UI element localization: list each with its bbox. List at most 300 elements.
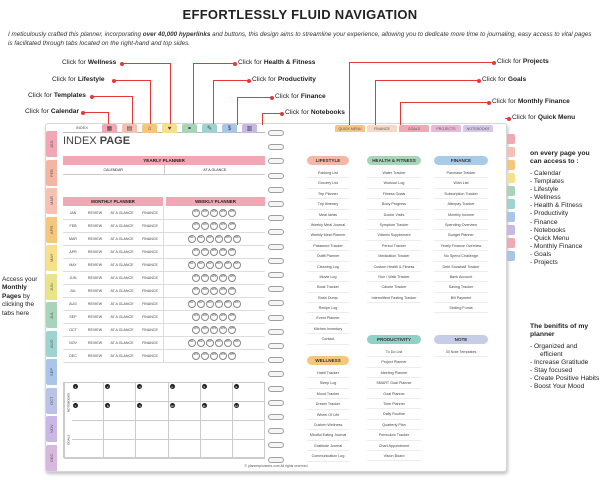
- week-button[interactable]: W3: [210, 222, 218, 230]
- week-button[interactable]: W3: [210, 274, 218, 282]
- benefit-item: - Organized and efficient: [530, 342, 578, 359]
- index-link[interactable]: Outfit Planner: [307, 251, 349, 261]
- goal-cell[interactable]: [169, 440, 201, 459]
- productivity-tab[interactable]: [202, 124, 217, 133]
- month-link[interactable]: MAY: [69, 263, 77, 267]
- index-link[interactable]: Calorie Tracker: [367, 282, 421, 292]
- week-button[interactable]: W3: [210, 248, 218, 256]
- index-link[interactable]: Goal Planner: [367, 389, 421, 399]
- review-link[interactable]: REVIEW: [87, 224, 103, 228]
- week-button[interactable]: W1: [192, 222, 200, 230]
- index-link[interactable]: 30 Note Templates: [434, 347, 488, 357]
- goal-cell[interactable]: [136, 440, 168, 459]
- month-row: [63, 220, 265, 233]
- index-link[interactable]: Budget Planner: [434, 230, 488, 240]
- binder-ring: [268, 215, 284, 221]
- index-link[interactable]: Intermittent Fasting Tracker: [367, 293, 421, 303]
- finance-link[interactable]: FINANCE: [142, 211, 158, 215]
- lifestyle-tab[interactable]: [142, 124, 157, 133]
- goal-cell[interactable]: [201, 440, 233, 459]
- week-button[interactable]: W5: [228, 352, 236, 360]
- index-link[interactable]: Custom Wellness: [307, 420, 349, 430]
- side-tab-5[interactable]: [507, 186, 515, 196]
- binder-ring: [268, 457, 284, 463]
- review-link[interactable]: REVIEW: [87, 354, 103, 358]
- notebooks-label: NOTEBOOKS: [64, 383, 72, 421]
- month-tab-may[interactable]: MAY: [46, 245, 57, 271]
- callout-quick-menu: Click for Quick Menu: [512, 114, 576, 121]
- week-button[interactable]: W3: [206, 261, 214, 269]
- header-description: I meticulously crafted this planner, incorporating over 40,000 hyperlinks and buttons, this design aims to streamline your experience, allowing you to dedicate more time to journaling, easy access to vital pages is facilitated through tabs located on the right-hand and top sides.: [8, 31, 592, 47]
- week-button[interactable]: W3: [210, 326, 218, 334]
- finance-link[interactable]: FINANCE: [142, 289, 158, 293]
- month-tab-jan[interactable]: JAN: [46, 131, 57, 157]
- week-button[interactable]: W1: [192, 274, 200, 282]
- index-link[interactable]: Book Tracker: [307, 282, 349, 292]
- index-link[interactable]: Mindful Eating Journal: [307, 430, 349, 440]
- notebook-cell[interactable]: [104, 402, 136, 421]
- notebook-cell[interactable]: [104, 383, 136, 402]
- binder-ring: [268, 300, 284, 306]
- week-button[interactable]: W1: [188, 339, 196, 347]
- notebook-cell[interactable]: [72, 402, 104, 421]
- binder-ring: [268, 258, 284, 264]
- index-link[interactable]: Meal Ideas: [307, 210, 349, 220]
- goal-cell[interactable]: [233, 421, 265, 440]
- benefit-item: - Stay focused: [530, 367, 573, 375]
- week-button[interactable]: W4: [219, 287, 227, 295]
- week-button[interactable]: W4: [215, 300, 223, 308]
- finance-link[interactable]: FINANCE: [142, 302, 158, 306]
- month-link[interactable]: SEP: [69, 315, 77, 319]
- week-button[interactable]: W1: [192, 248, 200, 256]
- index-link[interactable]: Custom Health & Fitness: [367, 262, 421, 272]
- month-tab-oct[interactable]: OCT: [46, 388, 57, 414]
- at-a-glance-link[interactable]: AT A GLANCE: [110, 302, 134, 306]
- notebook-number: 5: [203, 384, 205, 389]
- monthly-planner-header: MONTHLY PLANNER: [63, 197, 163, 206]
- binder-ring: [268, 229, 284, 235]
- index-link[interactable]: Medication Tracker: [367, 251, 421, 261]
- at-a-glance-link[interactable]: AT A GLANCE: [203, 168, 227, 172]
- week-button[interactable]: W4: [219, 326, 227, 334]
- binder-ring: [268, 187, 284, 193]
- week-button[interactable]: W1: [188, 261, 196, 269]
- finance-icon: $: [227, 125, 232, 132]
- week-button[interactable]: W4: [219, 313, 227, 321]
- week-button[interactable]: W2: [197, 235, 205, 243]
- index-link[interactable]: Purchase Tracker: [434, 168, 488, 178]
- month-link[interactable]: DEC: [69, 354, 77, 358]
- index-link[interactable]: Dream Tracker: [307, 399, 349, 409]
- week-button[interactable]: W1: [192, 326, 200, 334]
- notebooks-tab[interactable]: [242, 124, 257, 133]
- finance-tab[interactable]: [222, 124, 237, 133]
- review-link[interactable]: REVIEW: [87, 263, 103, 267]
- week-button[interactable]: W4: [219, 209, 227, 217]
- index-link[interactable]: Bank Account: [434, 272, 488, 282]
- month-row: [63, 285, 265, 298]
- week-button[interactable]: W4: [219, 274, 227, 282]
- side-tab-3[interactable]: [507, 160, 515, 170]
- week-button[interactable]: W1: [192, 209, 200, 217]
- index-link[interactable]: Event Planner: [307, 313, 349, 323]
- index-link[interactable]: Meeting Planner: [367, 368, 421, 378]
- templates-tab[interactable]: [122, 124, 137, 133]
- review-link[interactable]: REVIEW: [87, 250, 103, 254]
- index-link[interactable]: Fitness Goals: [367, 189, 421, 199]
- index-link[interactable]: Mood Tracker: [307, 389, 349, 399]
- top-tab-notebooks[interactable]: NOTEBOOKS: [463, 125, 493, 132]
- month-link[interactable]: JUL: [69, 289, 77, 293]
- at-a-glance-link[interactable]: AT A GLANCE: [110, 263, 134, 267]
- side-tab-7[interactable]: [507, 212, 515, 222]
- month-tab-nov[interactable]: NOV: [46, 416, 57, 442]
- finance-link[interactable]: FINANCE: [142, 354, 158, 358]
- notebook-cell[interactable]: [201, 402, 233, 421]
- week-button[interactable]: W2: [197, 339, 205, 347]
- index-link[interactable]: Vision Board: [367, 451, 421, 461]
- index-link[interactable]: SMART Goal Planner: [367, 378, 421, 388]
- review-link[interactable]: REVIEW: [87, 289, 103, 293]
- week-button[interactable]: W2: [201, 274, 209, 282]
- week-button[interactable]: W4: [215, 235, 223, 243]
- week-button[interactable]: W5: [228, 326, 236, 334]
- finance-link[interactable]: FINANCE: [142, 263, 158, 267]
- productivity-icon: ✎: [206, 126, 213, 132]
- week-button[interactable]: W5: [228, 209, 236, 217]
- week-button[interactable]: W3: [206, 235, 214, 243]
- callout-wellness: Click for Wellness: [62, 59, 117, 66]
- index-link[interactable]: Habit Tracker: [307, 368, 349, 378]
- goal-cell[interactable]: [72, 440, 104, 459]
- month-row: [63, 350, 265, 363]
- month-tab-sep[interactable]: SEP: [46, 359, 57, 385]
- month-link[interactable]: OCT: [69, 328, 77, 332]
- index-link[interactable]: Kitchen Inventory: [307, 324, 349, 334]
- week-button[interactable]: W2: [201, 222, 209, 230]
- index-link[interactable]: Debt Snowball Tracker: [434, 262, 488, 272]
- index-link[interactable]: Grocery List: [307, 178, 349, 188]
- goal-cell[interactable]: [169, 421, 201, 440]
- index-link[interactable]: Quarterly Plan: [367, 420, 421, 430]
- callout-monthly-finance: Click for Monthly Finance: [492, 98, 570, 105]
- index-link[interactable]: Monthly Income: [434, 210, 488, 220]
- side-tab-1[interactable]: [507, 134, 515, 144]
- binder-ring: [268, 201, 284, 207]
- index-link[interactable]: Water Tracker: [367, 168, 421, 178]
- at-a-glance-link[interactable]: AT A GLANCE: [110, 315, 134, 319]
- review-link[interactable]: REVIEW: [87, 276, 103, 280]
- notebook-cell[interactable]: [169, 383, 201, 402]
- access-item: - Monthly Finance: [530, 242, 583, 250]
- binder-ring: [268, 173, 284, 179]
- week-button[interactable]: W2: [201, 248, 209, 256]
- index-link[interactable]: Weekly Meal Journal: [307, 220, 349, 230]
- access-item: - Notebooks: [530, 226, 566, 234]
- at-a-glance-link[interactable]: AT A GLANCE: [110, 289, 134, 293]
- top-tab-finance[interactable]: FINANCE: [367, 125, 397, 132]
- month-tab-jul[interactable]: JUL: [46, 302, 57, 328]
- index-title: INDEX PAGE: [63, 135, 131, 147]
- week-button[interactable]: W4: [219, 352, 227, 360]
- month-link[interactable]: MAR: [69, 237, 77, 241]
- finance-link[interactable]: FINANCE: [142, 276, 158, 280]
- week-button[interactable]: W1: [192, 287, 200, 295]
- index-link[interactable]: Bill Payment: [434, 293, 488, 303]
- month-tab-mar[interactable]: MAR: [46, 188, 57, 214]
- week-button[interactable]: W5: [224, 261, 232, 269]
- lifestyle-section-header[interactable]: LIFESTYLE: [307, 156, 349, 165]
- notebook-cell[interactable]: [233, 383, 265, 402]
- week-button[interactable]: W2: [197, 300, 205, 308]
- month-row: [63, 233, 265, 246]
- week-button[interactable]: W3: [206, 300, 214, 308]
- week-button[interactable]: W1: [188, 300, 196, 308]
- week-button[interactable]: W2: [201, 352, 209, 360]
- note-section-header[interactable]: NOTE: [434, 335, 488, 344]
- access-item: - Finance: [530, 218, 558, 226]
- index-link[interactable]: Symptom Tracker: [367, 220, 421, 230]
- goal-cell[interactable]: [136, 421, 168, 440]
- month-link[interactable]: NOV: [69, 341, 77, 345]
- index-link[interactable]: Spending Overview: [434, 220, 488, 230]
- week-button[interactable]: W6: [233, 300, 241, 308]
- week-button[interactable]: W4: [219, 222, 227, 230]
- week-button[interactable]: W5: [228, 287, 236, 295]
- week-button[interactable]: W3: [206, 339, 214, 347]
- benefit-item: - Increase Gratitude: [530, 359, 589, 367]
- notebook-cell[interactable]: [201, 383, 233, 402]
- week-button[interactable]: W2: [201, 287, 209, 295]
- health-fitness-tab[interactable]: [182, 124, 197, 133]
- at-a-glance-link[interactable]: AT A GLANCE: [110, 276, 134, 280]
- index-link[interactable]: To Do List: [367, 347, 421, 357]
- week-button[interactable]: W5: [228, 248, 236, 256]
- index-link[interactable]: Doctor Visits: [367, 210, 421, 220]
- week-button[interactable]: W5: [224, 339, 232, 347]
- week-button[interactable]: W4: [215, 339, 223, 347]
- side-tab-6[interactable]: [507, 199, 515, 209]
- callout-calendar: Click for Calendar: [25, 108, 80, 115]
- index-tab[interactable]: INDEX: [75, 125, 89, 130]
- at-a-glance-link[interactable]: AT A GLANCE: [110, 341, 134, 345]
- week-button[interactable]: W5: [228, 313, 236, 321]
- access-item: - Calendar: [530, 169, 561, 177]
- index-link[interactable]: Sleep Log: [307, 378, 349, 388]
- productivity-section-header[interactable]: PRODUCTIVITY: [367, 335, 421, 344]
- index-link[interactable]: Pomodoro Tracker: [367, 430, 421, 440]
- finance-link[interactable]: FINANCE: [142, 341, 158, 345]
- goal-cell[interactable]: [233, 440, 265, 459]
- access-item: - Goals: [530, 250, 552, 258]
- week-button[interactable]: W6: [233, 339, 241, 347]
- wellness-tab[interactable]: [162, 124, 177, 133]
- month-tab-apr[interactable]: APR: [46, 217, 57, 243]
- index-link[interactable]: Movie Log: [307, 272, 349, 282]
- index-link[interactable]: Run / Walk Tracker: [367, 272, 421, 282]
- week-button[interactable]: W2: [201, 313, 209, 321]
- notebook-cell[interactable]: [233, 402, 265, 421]
- month-row: [63, 311, 265, 324]
- finance-link[interactable]: FINANCE: [142, 315, 158, 319]
- index-link[interactable]: Wheel Of Life: [307, 410, 349, 420]
- index-link[interactable]: Wish List: [434, 178, 488, 188]
- at-a-glance-link[interactable]: AT A GLANCE: [110, 237, 134, 241]
- index-link[interactable]: Daily Routine: [367, 409, 421, 419]
- benefits-list: The benifits of my planner - Organized and efficient - Increase Gratitude - Stay focused - Create Positive Habits - Boost Your Mood: [530, 323, 600, 391]
- review-link[interactable]: REVIEW: [87, 302, 103, 306]
- index-link[interactable]: Time Planner: [367, 399, 421, 409]
- at-a-glance-link[interactable]: AT A GLANCE: [110, 250, 134, 254]
- index-link[interactable]: Afterpay Tracker: [434, 199, 488, 209]
- week-button[interactable]: W2: [201, 209, 209, 217]
- callout-finance: Click for Finance: [275, 93, 326, 100]
- week-button[interactable]: W6: [233, 261, 241, 269]
- review-link[interactable]: REVIEW: [87, 315, 103, 319]
- index-link[interactable]: Body Progress: [367, 199, 421, 209]
- at-a-glance-link[interactable]: AT A GLANCE: [110, 328, 134, 332]
- page-title: EFFORTLESSLY FLUID NAVIGATION: [182, 7, 418, 22]
- month-link[interactable]: FEB: [69, 224, 77, 228]
- week-button[interactable]: W5: [228, 274, 236, 282]
- lifestyle-icon: ⌂: [147, 125, 152, 132]
- index-link[interactable]: Recipe Log: [307, 303, 349, 313]
- binder-ring: [268, 272, 284, 278]
- index-link[interactable]: Cleaning Log: [307, 262, 349, 272]
- index-link[interactable]: Trip Itinerary: [307, 199, 349, 209]
- week-button[interactable]: W3: [210, 352, 218, 360]
- side-tab-8[interactable]: [507, 225, 515, 235]
- notebooks-icon: ▥: [246, 126, 253, 132]
- review-link[interactable]: REVIEW: [87, 341, 103, 345]
- access-item: - Projects: [530, 259, 558, 266]
- index-link[interactable]: Contact: [307, 334, 349, 344]
- index-link[interactable]: Trip Planner: [307, 189, 349, 199]
- month-tab-dec[interactable]: DEC: [46, 445, 57, 471]
- finance_sec-section-header[interactable]: FINANCE: [434, 156, 488, 165]
- index-link[interactable]: Sinking Funds: [434, 303, 488, 313]
- week-button[interactable]: W1: [188, 235, 196, 243]
- goals-label: GOALS: [64, 421, 72, 459]
- side-tab-4[interactable]: [507, 173, 515, 183]
- goal-cell[interactable]: [72, 421, 104, 440]
- finance-link[interactable]: FINANCE: [142, 237, 158, 241]
- review-link[interactable]: REVIEW: [87, 211, 103, 215]
- week-button[interactable]: W6: [233, 235, 241, 243]
- week-button[interactable]: W4: [215, 261, 223, 269]
- access-item: - Templates: [530, 178, 564, 186]
- week-button[interactable]: W2: [197, 261, 205, 269]
- at-a-glance-link[interactable]: AT A GLANCE: [110, 211, 134, 215]
- month-row: [63, 259, 265, 272]
- top-tab-projects[interactable]: PROJECTS: [431, 125, 461, 132]
- week-button[interactable]: W3: [210, 287, 218, 295]
- notebooks-goals-box: [63, 382, 265, 458]
- month-tab-jun[interactable]: JUN: [46, 274, 57, 300]
- notebook-number: 7: [74, 403, 77, 408]
- calendar-link[interactable]: CALENDAR: [63, 165, 165, 174]
- index-link[interactable]: Gratitude Journal: [307, 441, 349, 451]
- side-tab-2[interactable]: [507, 147, 515, 157]
- notebook-number: 12: [234, 403, 238, 408]
- week-button[interactable]: W1: [192, 313, 200, 321]
- callout-productivity: Click for Productivity: [252, 76, 316, 83]
- index-link[interactable]: Workout Log: [367, 178, 421, 188]
- notebook-cell[interactable]: [72, 383, 104, 402]
- week-button[interactable]: W4: [219, 248, 227, 256]
- month-link[interactable]: AUG: [69, 302, 77, 306]
- health-fitness-icon: ⚭: [186, 126, 193, 132]
- binder-ring: [268, 315, 284, 321]
- goal-cell[interactable]: [104, 421, 136, 440]
- index-link[interactable]: Saving Tracker: [434, 282, 488, 292]
- index-link[interactable]: Weekly Meal Planner: [307, 230, 349, 240]
- side-tab-9[interactable]: [507, 238, 515, 248]
- goal-cell[interactable]: [201, 421, 233, 440]
- binder-ring: [268, 428, 284, 434]
- index-link[interactable]: Brain Dump: [307, 293, 349, 303]
- notebook-cell[interactable]: [136, 383, 168, 402]
- index-link[interactable]: Vitamin Supplement: [367, 230, 421, 240]
- review-link[interactable]: REVIEW: [87, 237, 103, 241]
- index-link[interactable]: Communication Log: [307, 451, 349, 461]
- week-button[interactable]: W3: [210, 209, 218, 217]
- wellness-icon: ♥: [167, 125, 172, 132]
- notebook-cell[interactable]: [136, 402, 168, 421]
- binder-ring: [268, 371, 284, 377]
- calendar-tab[interactable]: [102, 124, 117, 133]
- index-link[interactable]: Yearly Finance Overview: [434, 241, 488, 251]
- health-section-header[interactable]: HEALTH & FITNESS: [367, 156, 421, 165]
- index-link[interactable]: Period Tracker: [367, 241, 421, 251]
- index-link[interactable]: No Spend Challenge: [434, 251, 488, 261]
- month-link[interactable]: APR: [69, 250, 77, 254]
- index-link[interactable]: Subscription Tracker: [434, 189, 488, 199]
- index-link[interactable]: Packing List: [307, 168, 349, 178]
- week-button[interactable]: W5: [228, 222, 236, 230]
- top-tab-quick-menu[interactable]: QUICK MENU: [335, 125, 365, 132]
- at-a-glance-link[interactable]: AT A GLANCE: [110, 224, 134, 228]
- finance-link[interactable]: FINANCE: [142, 224, 158, 228]
- finance-link[interactable]: FINANCE: [142, 250, 158, 254]
- week-button[interactable]: W5: [224, 300, 232, 308]
- wellness-section-header[interactable]: WELLNESS: [307, 356, 349, 365]
- binder-ring: [268, 130, 284, 136]
- side-tab-10[interactable]: [507, 251, 515, 261]
- binder-ring: [268, 286, 284, 292]
- index-link[interactable]: Chart Appointment: [367, 441, 421, 451]
- week-button[interactable]: W1: [192, 352, 200, 360]
- month-row: [63, 207, 265, 220]
- finance-link[interactable]: FINANCE: [142, 328, 158, 332]
- index-link[interactable]: Password Tracker: [307, 241, 349, 251]
- at-a-glance-link[interactable]: AT A GLANCE: [110, 354, 134, 358]
- month-tab-feb[interactable]: FEB: [46, 160, 57, 186]
- binder-ring: [268, 158, 284, 164]
- index-link[interactable]: Project Planner: [367, 357, 421, 367]
- month-tab-aug[interactable]: AUG: [46, 331, 57, 357]
- goal-cell[interactable]: [104, 440, 136, 459]
- review-link[interactable]: REVIEW: [87, 328, 103, 332]
- week-button[interactable]: W2: [201, 326, 209, 334]
- month-link[interactable]: JAN: [69, 211, 77, 215]
- notebook-cell[interactable]: [169, 402, 201, 421]
- month-link[interactable]: JUN: [69, 276, 77, 280]
- week-button[interactable]: W5: [224, 235, 232, 243]
- top-tab-goals[interactable]: GOALS: [399, 125, 429, 132]
- week-button[interactable]: W3: [210, 313, 218, 321]
